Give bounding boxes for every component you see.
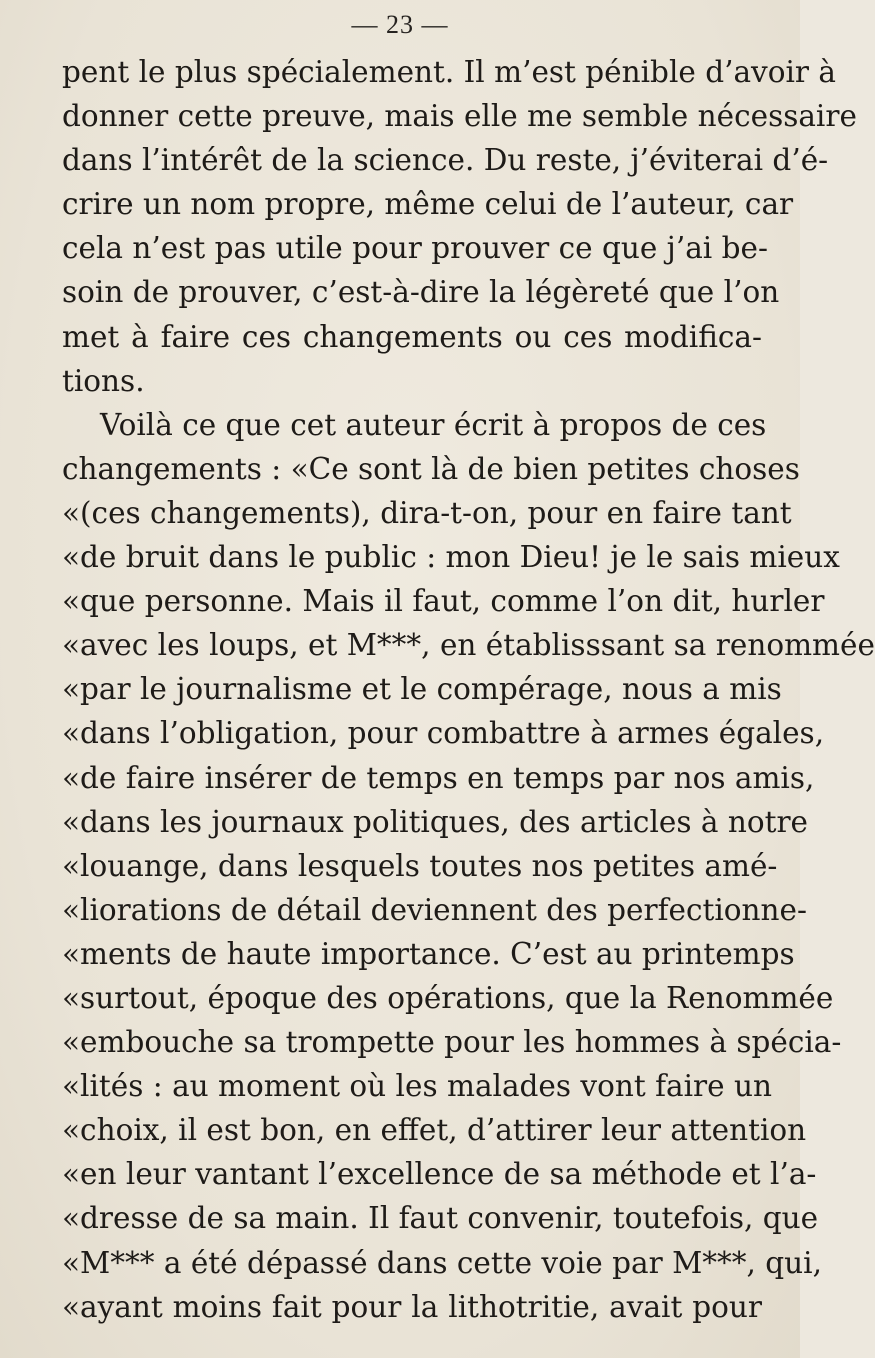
text-line: Voilà ce que cet auteur écrit à propos de ces	[100, 407, 767, 442]
text-line: «ments de haute importance. C’est au printemps	[62, 936, 795, 971]
text-line: «(ces changements), dira-t-on, pour en faire tant	[62, 495, 792, 530]
text-line: tions.	[62, 363, 145, 398]
text-line: «surtout, époque des opérations, que la Renommée	[62, 980, 834, 1015]
text-line: cela n’est pas utile pour prouver ce que j’ai be-	[62, 231, 768, 266]
text-line: changements : «Ce sont là de bien petites choses	[62, 451, 800, 486]
text-line: pent le plus spécialement. Il m’est pénible d’avoir à	[62, 55, 836, 89]
text-line: «que personne. Mais il faut, comme l’on dit, hurler	[62, 584, 825, 619]
text-line: met à faire ces changements ou ces modifica-	[62, 319, 762, 354]
text-line: «de faire insérer de temps en temps par nos amis,	[62, 760, 815, 795]
text-line: «liorations de détail deviennent des perfectionne-	[62, 892, 807, 927]
text-line: «ayant moins fait pour la lithotritie, avait pour	[62, 1289, 762, 1324]
text-line: crire un nom propre, même celui de l’auteur, car	[62, 187, 794, 222]
text-line: «lités : au moment où les malades vont faire un	[62, 1069, 772, 1104]
text-line: «par le journalisme et le compérage, nous a mis	[62, 672, 782, 707]
text-line: soin de prouver, c’est-à-dire la légèreté que l’on	[62, 275, 780, 310]
text-line: «dans les journaux politiques, des articles à notre	[62, 804, 808, 839]
text-line: «de bruit dans le public : mon Dieu! je le sais mieux	[62, 540, 840, 575]
text-line: dans l’intérêt de la science. Du reste, j’éviterai d’é-	[62, 143, 829, 178]
text-line: «avec les loups, et M***, en établisssant sa renommée	[62, 628, 875, 663]
page-number: — 23 —	[351, 10, 449, 39]
text-line: «dresse de sa main. Il faut convenir, toutefois, que	[62, 1201, 819, 1236]
text-line: «dans l’obligation, pour combattre à armes égales,	[62, 716, 825, 751]
text-line: «en leur vantant l’excellence de sa méthode et l’a-	[62, 1157, 817, 1192]
text-line: «embouche sa trompette pour les hommes à spécia-	[62, 1025, 842, 1060]
text-line: «louange, dans lesquels toutes nos petites amé-	[62, 848, 778, 883]
text-line: «M*** a été dépassé dans cette voie par M***, qui,	[62, 1245, 822, 1280]
body-text	[62, 50, 875, 1329]
text-line: donner cette preuve, mais elle me semble nécessaire	[62, 99, 857, 134]
text-line: «choix, il est bon, en effet, d’attirer leur attention	[62, 1113, 807, 1148]
